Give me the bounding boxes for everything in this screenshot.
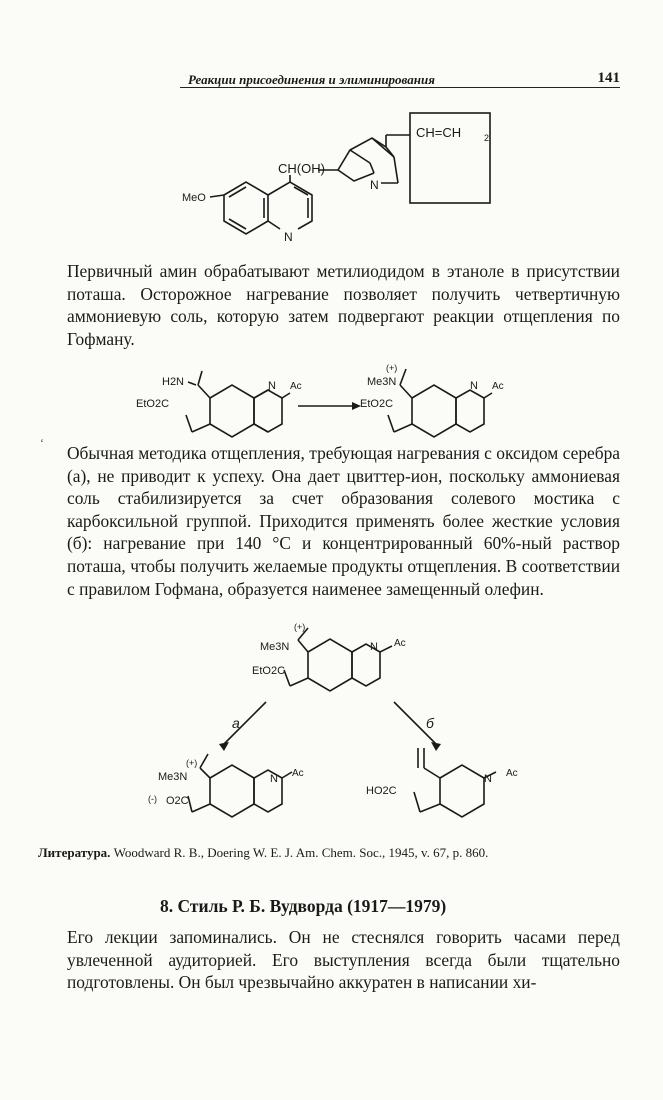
nitrogen-label-left: N bbox=[268, 380, 276, 392]
acetyl-label-left: Ac bbox=[290, 381, 302, 392]
paragraph-elimination-conditions: Обычная методика отщепления, требующая нагревания с оксидом серебра (а), не приводит к успеху. Она дает цвиттер-ион, поскольку аммониевая соль стабилизируется за счет образования солевого мостика с карбоксильной группой. Приходится применять более жесткие условия (б): нагревание при 140 °С и концентрированный 60%-ный раствор поташа, чтобы получить желаемые продукты отщепления. В соответствии с правилом Гофмана, образуется наименее замещенный олефин. bbox=[67, 443, 620, 599]
section-heading: 8. Стиль Р. Б. Вудворда (1917—1979) bbox=[160, 896, 447, 916]
running-title: Реакции присоединения и элиминирования bbox=[188, 72, 435, 87]
ammonium-label-bottom: Me3N bbox=[158, 771, 188, 783]
ester-label-right: EtO2C bbox=[360, 398, 394, 410]
quinoline-nitrogen-label: N bbox=[284, 230, 293, 244]
ester-label-left: EtO2C bbox=[136, 398, 170, 410]
path-b-label: б bbox=[426, 715, 434, 731]
bridge-nitrogen-label: N bbox=[370, 178, 379, 192]
header-rule bbox=[180, 87, 620, 88]
nitrogen-label-bottom-left: N bbox=[270, 773, 278, 785]
charge-label-right: (+) bbox=[386, 363, 398, 373]
nitrogen-label-right: N bbox=[470, 380, 478, 392]
carboxylate-label: O2C bbox=[166, 795, 189, 807]
hydroxymethyl-label: CH(OH) bbox=[278, 161, 325, 176]
nitrogen-label-top: N bbox=[370, 641, 378, 653]
running-header bbox=[180, 62, 620, 88]
literature-reference bbox=[38, 845, 628, 861]
negative-charge-label: (-) bbox=[148, 794, 157, 804]
methoxy-label: MeO bbox=[182, 192, 206, 204]
nitrogen-label-bottom-right: N bbox=[484, 773, 492, 785]
acid-label: HO2C bbox=[366, 785, 397, 797]
margin-tick: ‘ bbox=[40, 436, 44, 450]
vinyl-subscript: 2 bbox=[484, 133, 490, 143]
figure-methylation-scheme bbox=[130, 355, 530, 445]
acetyl-label-bottom-right: Ac bbox=[506, 768, 518, 779]
amine-label: H2N bbox=[162, 376, 185, 388]
paragraph-amine-treatment: Первичный амин обрабатывают метилиодидом в этаноле в присутствии поташа. Осторожное нагревание позволяет получить четвертичную аммониевую соль, которую затем подвергают реакции отщепления по Гофману. bbox=[67, 261, 620, 349]
literature-citation: Woodward R. B., Doering W. E. J. Am. Chem. Soc., 1945, v. 67, p. 860. bbox=[113, 845, 489, 860]
page-number: 141 bbox=[597, 70, 620, 86]
acetyl-label-right: Ac bbox=[492, 381, 504, 392]
ammonium-label-top: Me3N bbox=[260, 641, 290, 653]
charge-label-top: (+) bbox=[294, 622, 306, 632]
charge-label-bottom: (+) bbox=[186, 758, 198, 768]
paragraph-woodward-lectures: Его лекции запоминались. Он не стеснялся говорить часами перед увлеченной аудиторией. Его выступления всегда были тщательно подготовлены. Он был чрезвычайно аккуратен в написании хи- bbox=[67, 927, 620, 993]
acetyl-label-bottom-left: Ac bbox=[292, 768, 304, 779]
figure-quinine-structure bbox=[180, 105, 500, 255]
vinyl-label: CH=CH bbox=[416, 125, 462, 140]
acetyl-label-top: Ac bbox=[394, 638, 406, 649]
figure-elimination-scheme bbox=[130, 620, 550, 840]
ester-label-top: EtO2C bbox=[252, 665, 286, 677]
path-a-label: а bbox=[232, 715, 240, 731]
literature-label: Литература. bbox=[38, 845, 111, 860]
ammonium-label-right: Me3N bbox=[367, 376, 397, 388]
